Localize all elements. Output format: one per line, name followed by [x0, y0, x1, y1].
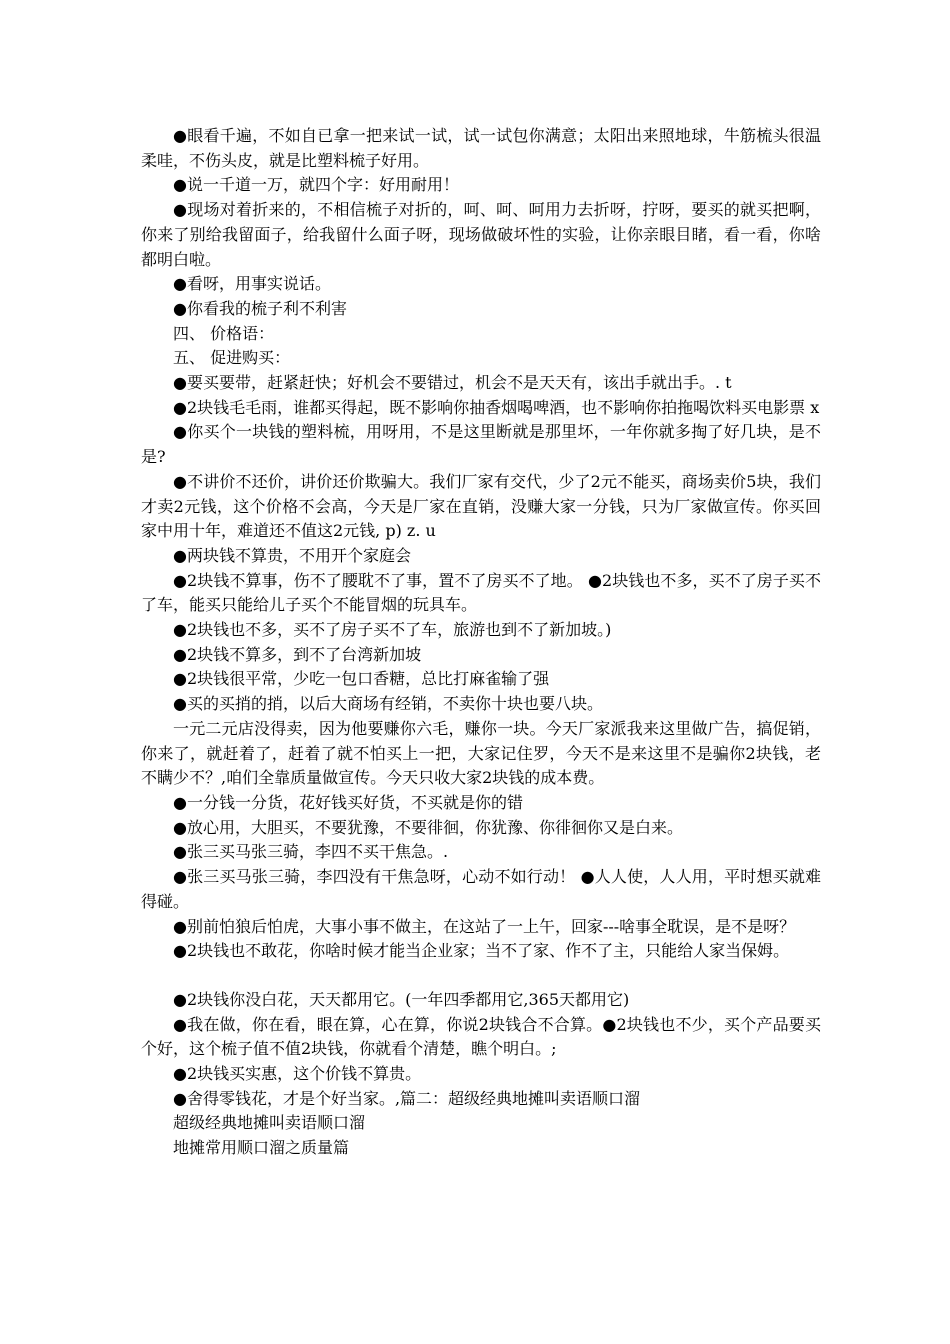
paragraph: 一元二元店没得卖，因为他要赚你六毛，赚你一块。今天厂家派我来这里做广告，搞促销，你来了，就赶着了，赶着了就不怕买上一把，大家记住罗，今天不是来这里不是骗你2块钱，老不瞒少不？,咱们全靠质量做宣传。今天只收大家2块钱的成本费。 [141, 718, 821, 788]
paragraph: ●你看我的梳子利不利害 [173, 298, 347, 318]
paragraph: ●2块钱你没白花，天天都用它。(一年四季都用它,365天都用它) [173, 989, 630, 1009]
section-heading-price: 四、 价格语： [173, 323, 275, 343]
paragraph: ●2块钱不算多，到不了台湾新加坡 [173, 644, 422, 664]
paragraph: ●看呀，用事实说话。 [173, 274, 331, 294]
paragraph: ●两块钱不算贵，不用开个家庭会 [173, 545, 411, 565]
paragraph: ●2块钱也不多，买不了房子买不了车，旅游也到不了新加坡。) [173, 620, 612, 640]
paragraph: ●张三买马张三骑，李四不买干焦急。. [173, 842, 449, 862]
paragraph: ●2块钱不算事，伤不了腰耽不了事，置不了房买不了地。 ●2块钱也不多，买不了房子买不了车，能买只能给儿子买个不能冒烟的玩具车。 [141, 570, 821, 615]
article-title: 超级经典地摊叫卖语顺口溜 [173, 1113, 366, 1133]
paragraph: ●你买个一块钱的塑料梳，用呀用，不是这里断就是那里坏，一年你就多掏了好几块，是不是? [141, 422, 821, 467]
paragraph: ●2块钱毛毛雨，谁都买得起，既不影响你抽香烟喝啤酒，也不影响你拍拖喝饮料买电影票 x [173, 397, 820, 417]
section-heading-promote: 五、 促进购买： [173, 348, 291, 368]
paragraph: ●我在做，你在看，眼在算，心在算，你说2块钱合不合算。●2块钱也不少，买个产品要买个好，这个梳子值不值2块钱，你就看个清楚，瞧个明白。; [141, 1014, 821, 1059]
paragraph: ●眼看千遍，不如自已拿一把来试一试，试一试包你满意；太阳出来照地球，牛筋梳头很温柔哇，不伤头皮，就是比塑料梳子好用。 [141, 126, 821, 170]
paragraph: ●说一千道一万，就四个字：好用耐用！ [173, 175, 459, 195]
paragraph: ●买的买捎的捎，以后大商场有经销，不卖你十块也要八块。 [173, 694, 603, 714]
paragraph: ●张三买马张三骑，李四没有干焦急呀，心动不如行动！ ●人人使，人人用，平时想买就难得碰。 [141, 867, 821, 911]
paragraph: ●别前怕狼后怕虎，大事小事不做主，在这站了一上午，回家---啥事全耽误，是不是呀？ [173, 916, 796, 936]
paragraph: ●一分钱一分货，花好钱买好货，不买就是你的错 [173, 792, 523, 812]
paragraph: ●2块钱也不敢花，你啥时候才能当企业家；当不了家、作不了主，只能给人家当保姆。 [173, 941, 790, 961]
paragraph: ●现场对着折来的，不相信梳子对折的，呵、呵、呵用力去折呀，拧呀，要买的就买把啊，你来了别给我留面子，给我留什么面子呀，现场做破坏性的实验，让你亲眼目睹，看一看，你啥都明白啦。 [141, 200, 821, 269]
paragraph: ●舍得零钱花，才是个好当家。,篇二：超级经典地摊叫卖语顺口溜 [173, 1088, 641, 1108]
paragraph: ●2块钱买实惠，这个价钱不算贵。 [173, 1064, 422, 1084]
paragraph: ●不讲价不还价，讲价还价欺骗大。我们厂家有交代，少了2元不能买，商场卖价5块，我们才卖2元钱，这个价格不会高，今天是厂家在直销，没赚大家一分钱，只为厂家做宣传。你买回家中用十年，难道还不值这2元钱, p) z. u [141, 471, 821, 541]
paragraph: ●2块钱很平常，少吃一包口香糖，总比打麻雀输了强 [173, 669, 550, 689]
paragraph: ●要买要带，赶紧赶快；好机会不要错过，机会不是天天有，该出手就出手。. t [173, 373, 732, 393]
article-subtitle: 地摊常用顺口溜之质量篇 [173, 1138, 350, 1158]
document-body [141, 124, 821, 1161]
paragraph: ●放心用，大胆买，不要犹豫，不要徘徊，你犹豫、你徘徊你又是白来。 [173, 817, 683, 837]
